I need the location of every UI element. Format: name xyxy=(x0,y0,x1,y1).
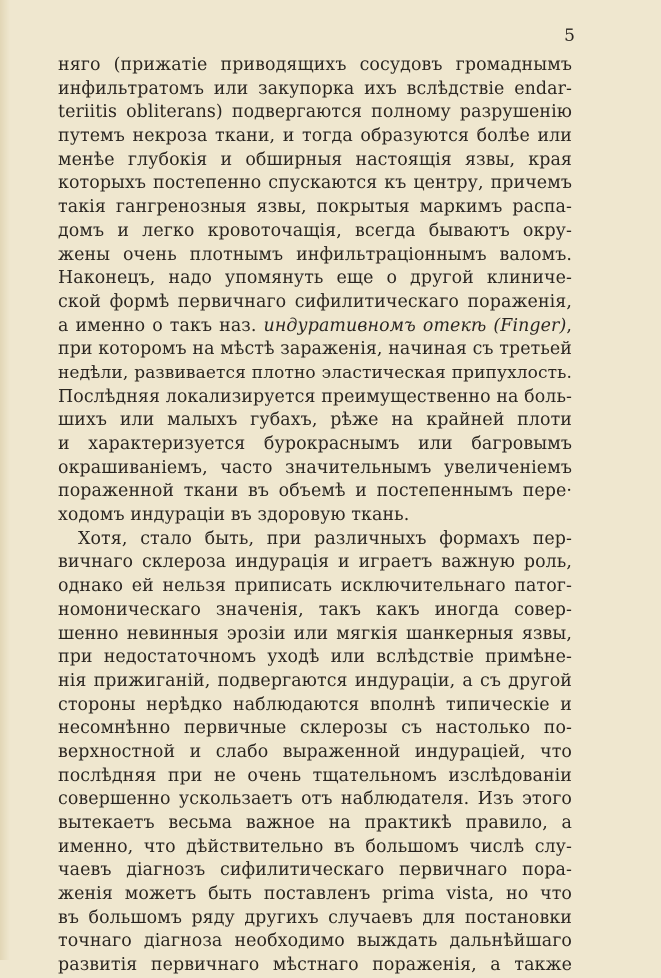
text-line: въ большомъ ряду другихъ случаевъ для постановки xyxy=(58,907,572,928)
text-line: ходомъ индураціи въ здоровую ткань. xyxy=(58,505,410,526)
text-line: верхностной и слабо выраженной индураціей, что xyxy=(58,741,572,762)
text-line: шенно невинныя эрозіи или мягкія шанкерныя язвы, xyxy=(58,623,572,644)
text-line: и характеризуется бурокраснымъ или багровымъ xyxy=(58,434,572,454)
text-run: а именно о такъ наз. xyxy=(58,315,264,336)
emphasized-term: индуративномъ отекѣ (Finger) xyxy=(263,315,567,336)
text-line: путемъ некроза ткани, и тогда образуются болѣе или xyxy=(58,126,572,147)
text-line: пораженной ткани въ объемѣ и постепеннымъ пере· xyxy=(58,481,572,502)
text-line: несомнѣнно первичные склерозы съ настолько по- xyxy=(58,718,572,739)
text-line: однако ей нельзя приписать исключительнаго патог- xyxy=(58,576,572,597)
text-line: Послѣдняя локализируется преимущественно на боль- xyxy=(58,386,572,407)
page-number: 5 xyxy=(564,26,575,46)
text-line: недѣли, развивается плотно эластическая припухлость. xyxy=(58,362,572,383)
page-edge-shadow xyxy=(0,0,10,960)
text-line: при которомъ на мѣстѣ зараженія, начиная съ третьей xyxy=(58,339,572,360)
text-line: вичнаго склероза индурація и играетъ важную роль, xyxy=(58,552,572,573)
text-line: няго (прижатіе приводящихъ сосудовъ громаднымъ xyxy=(58,55,572,75)
text-line: женія можетъ быть поставленъ prima vista, но что xyxy=(58,884,572,905)
text-line: шихъ или малыхъ губахъ, рѣже на крайней плоти xyxy=(58,410,572,431)
text-line: такія гангренозныя язвы, покрытыя маркимъ распа- xyxy=(58,197,572,218)
text-line: teriitis obliterans) подвергаются полному разрушенію xyxy=(58,102,572,123)
text-line: совершенно ускользаетъ отъ наблюдателя. Изъ этого xyxy=(58,789,572,810)
text-line: Наконецъ, надо упомянуть еще о другой клиниче- xyxy=(58,268,572,289)
text-line: чаевъ діагнозъ сифилитическаго первичнаго пора- xyxy=(58,860,572,881)
text-line: точнаго діагноза необходимо выждать дальнѣйшаго xyxy=(58,931,572,952)
text-line: инфильтратомъ или закупорка ихъ вслѣдствіе endar- xyxy=(58,78,572,99)
text-line: домъ и легко кровоточащія, всегда бываютъ окру- xyxy=(58,220,572,241)
text-line: стороны нерѣдко наблюдаются вполнѣ типическіе и xyxy=(58,694,572,715)
text-line: менѣе глубокія и обширныя настоящія язвы, края xyxy=(58,149,572,170)
text-line: жены очень плотнымъ инфильтраціоннымъ валомъ. xyxy=(58,244,572,265)
text-line: номоническаго значенія, такъ какъ иногда совер- xyxy=(58,599,572,620)
text-line: окрашиваніемъ, часто значительнымъ увеличеніемъ xyxy=(58,457,572,478)
text-line: которыхъ постепенно спускаются къ центру, причемъ xyxy=(58,173,572,194)
text-line: развитія первичнаго мѣстнаго пораженія, а также xyxy=(58,955,572,976)
body-text xyxy=(58,54,572,978)
text-line: вытекаетъ весьма важное на практикѣ правило, а xyxy=(58,813,572,833)
text-line: послѣдняя при не очень тщательномъ изслѣдованіи xyxy=(58,765,572,786)
text-line: ской формѣ первичнаго сифилитическаго пораженія, xyxy=(58,291,572,312)
text-line xyxy=(58,315,572,339)
text-line: именно, что дѣйствительно въ большомъ числѣ слу- xyxy=(58,836,572,857)
text-line: Хотя, стало быть, при различныхъ формахъ пер- xyxy=(78,528,572,549)
text-line: нія прижиганій, подвергаются индураціи, а съ другой xyxy=(58,670,572,691)
text-line: при недостаточномъ уходѣ или вслѣдствіе примѣне- xyxy=(58,647,572,668)
text-run: , xyxy=(566,315,572,336)
